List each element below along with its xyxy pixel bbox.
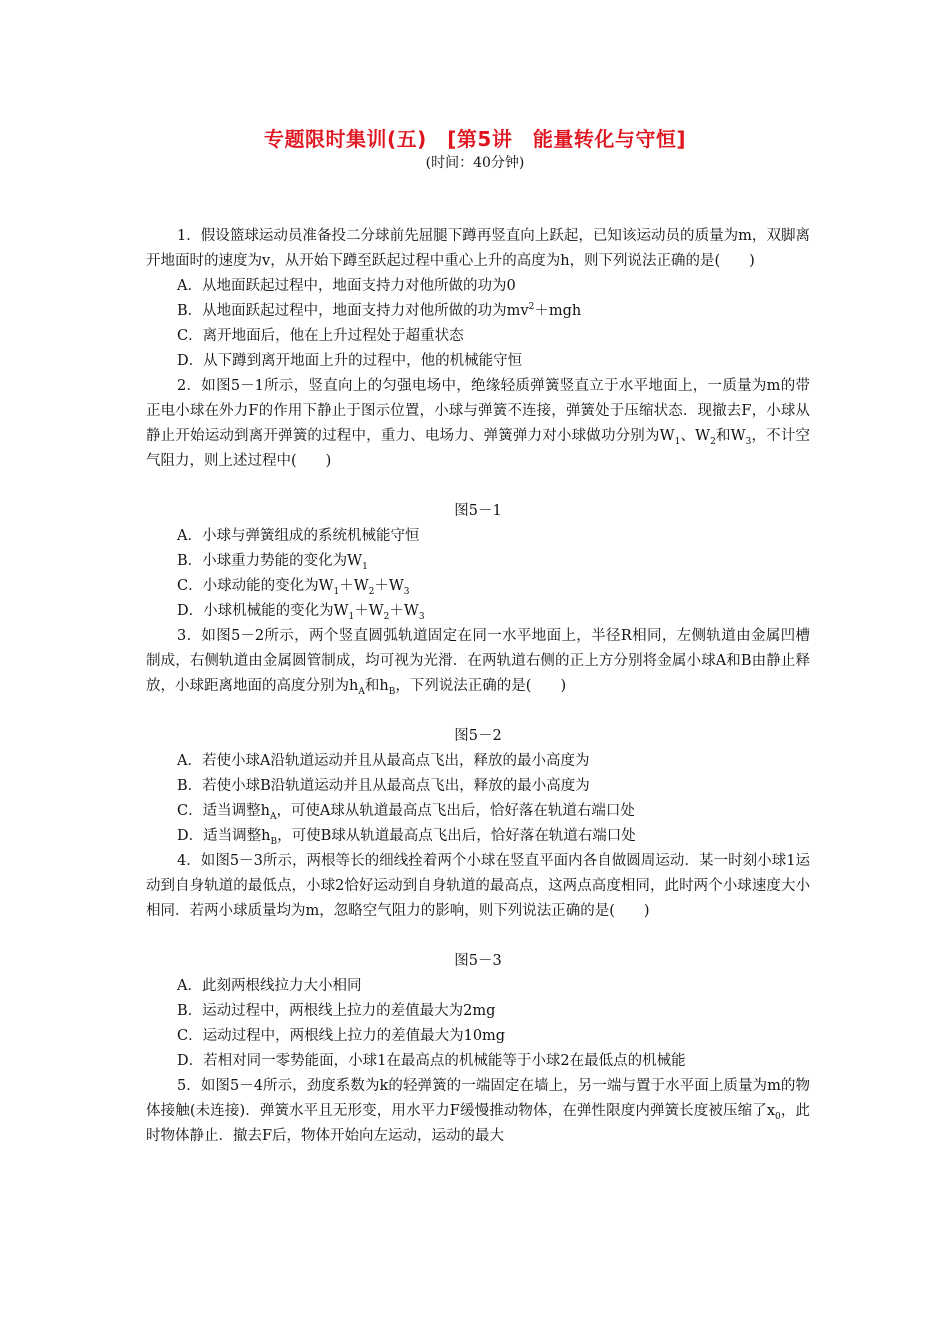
question-1-option-d: D．从下蹲到离开地面上升的过程中，他的机械能守恒 bbox=[177, 353, 523, 369]
question-4-option-d: D．若相对同一零势能面，小球1在最高点的机械能等于小球2在最低点的机械能 bbox=[177, 1053, 686, 1069]
figure-5-2-caption: 图5－2 bbox=[454, 728, 502, 744]
figure-placeholder bbox=[146, 699, 810, 724]
page-title: 专题限时集训(五) [第5讲 能量转化与守恒] bbox=[264, 127, 686, 151]
question-2-option-d: D．小球机械能的变化为$W_1+W_2+W_3$ bbox=[177, 603, 425, 622]
questions bbox=[146, 224, 810, 1149]
question-1-stem: 1．假设篮球运动员准备投二分球前先屈腿下蹲再竖直向上跃起，已知该运动员的质量为m，双脚离开地面时的速度为v，从开始下蹲至跃起过程中重心上升的高度为h，则下列说法正确的是( ) bbox=[146, 228, 810, 269]
question-3-option-c: C．适当调整$h_A$，可使A球从轨道最高点飞出后，恰好落在轨道右端口处 bbox=[177, 803, 635, 822]
question-2-option-b: B．小球重力势能的变化为$W_1$ bbox=[177, 553, 368, 572]
question-2-stem: 2．如图5－1所示，竖直向上的匀强电场中，绝缘轻质弹簧竖直立于水平地面上，一质量为m的带正电小球在外力F的作用下静止于图示位置，小球与弹簧不连接，弹簧处于压缩状态．现撤去F，小球从静止开始运动到离开弹簧的过程中，重力、电场力、弹簧弹力对小球做功分别为$W_1$、$W_2$和$W_3$，不计空气阻力，则上述过程中( ) bbox=[146, 378, 811, 469]
question-2-option-a: A．小球与弹簧组成的系统机械能守恒 bbox=[177, 528, 420, 544]
question-4-option-b: B．运动过程中，两根线上拉力的差值最大为2mg bbox=[177, 1003, 496, 1019]
figure-placeholder bbox=[146, 924, 810, 949]
figure-5-3-caption: 图5－3 bbox=[454, 953, 502, 969]
question-1-option-b: B．从地面跃起过程中，地面支持力对他所做的功为$mv^2+mgh$ bbox=[177, 302, 582, 319]
question-4-option-a: A．此刻两根线拉力大小相同 bbox=[177, 978, 362, 994]
question-1-option-c: C．离开地面后，他在上升过程处于超重状态 bbox=[177, 328, 464, 344]
question-3-option-a: A．若使小球A沿轨道运动并且从最高点飞出，释放的最小高度为 bbox=[177, 753, 590, 769]
question-2-option-c: C．小球动能的变化为$W_1+W_2+W_3$ bbox=[177, 578, 410, 597]
time-limit: (时间：40分钟) bbox=[425, 155, 525, 171]
question-3-option-d: D．适当调整$h_B$，可使B球从轨道最高点飞出后，恰好落在轨道右端口处 bbox=[177, 828, 636, 847]
question-3-option-b: B．若使小球B沿轨道运动并且从最高点飞出，释放的最小高度为 bbox=[177, 778, 590, 794]
question-4-option-c: C．运动过程中，两根线上拉力的差值最大为10mg bbox=[177, 1028, 506, 1044]
question-4-stem: 4．如图5－3所示，两根等长的细线拴着两个小球在竖直平面内各自做圆周运动．某一时刻小球1运动到自身轨道的最低点，小球2恰好运动到自身轨道的最高点，这两点高度相同，此时两个小球速度大小相同．若两小球质量均为m，忽略空气阻力的影响，则下列说法正确的是( ) bbox=[146, 853, 810, 919]
question-1-option-a: A．从地面跃起过程中，地面支持力对他所做的功为0 bbox=[177, 278, 516, 294]
figure-5-1-caption: 图5－1 bbox=[454, 503, 502, 519]
question-5-stem: 5．如图5－4所示，劲度系数为k的轻弹簧的一端固定在墙上，另一端与置于水平面上质量为m的物体接触(未连接)．弹簧水平且无形变，用水平力F缓慢推动物体，在弹性限度内弹簧长度被压缩了$x_0$，此时物体静止．撤去F后，物体开始向左运动，运动的最大 bbox=[146, 1078, 810, 1144]
question-3-stem: 3．如图5－2所示，两个竖直圆弧轨道固定在同一水平地面上，半径R相同，左侧轨道由金属凹槽制成，右侧轨道由金属圆管制成，均可视为光滑．在两轨道右侧的正上方分别将金属小球A和B由静止释放，小球距离地面的高度分别为$h_A$和$h_B$，下列说法正确的是( ) bbox=[146, 628, 810, 697]
figure-placeholder bbox=[146, 474, 810, 499]
